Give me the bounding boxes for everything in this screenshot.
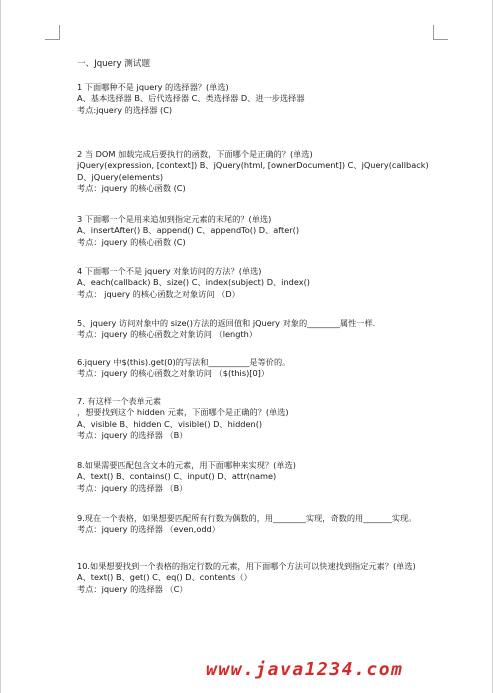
question-7 [77, 396, 437, 442]
question-text: 4 下面哪一个不是 jquery 对象访问的方法？(单选) [77, 266, 262, 276]
question-text: 7. 有这样一个表单元素 [77, 396, 162, 406]
question-3 [77, 214, 437, 248]
question-text: 6.jquery 中$(this).get(0)的写法和__________是等价的。 [77, 357, 291, 367]
question-options: A、基本选择器 B、后代选择器 C、类选择器 D、进一步选择器 [77, 93, 305, 104]
question-1 [77, 82, 437, 116]
question-answer: 考点：jquery 的选择器 （C） [77, 583, 188, 594]
question-text: 2 当 DOM 加载完成后要执行的函数，下面哪个是正确的？(单选) [77, 149, 313, 159]
question-answer: 考点：jquery 的选择器 （B） [77, 430, 188, 441]
question-text: 1 下面哪种不是 jquery 的选择器？(单选) [77, 82, 229, 92]
question-text: 8.如果需要匹配包含文本的元素，用下面哪种来实现？(单选) [77, 460, 296, 470]
question-9 [77, 513, 437, 536]
document-title: 一、Jquery 测试题 [77, 59, 151, 69]
question-options: A、visible B、hidden C、visible() D、hidden() [77, 418, 263, 429]
question-options: A、insertAfter() B、append() C、appendTo() D、after() [77, 225, 300, 236]
question-text: 3 下面哪一个是用来追加到指定元素的末尾的？(单选) [77, 214, 272, 224]
question-4 [77, 266, 437, 300]
question-answer: 考点：jquery 的核心函数 (C) [77, 236, 186, 247]
question-text: 5、jquery 访问对象中的 size()方法的返回值和 jQuery 对象的________属性一样. [77, 318, 376, 328]
question-answer: 考点:jquery 的选择器 (C) [77, 104, 173, 115]
question-answer: 考点： jquery 的核心函数之对象访问 （D） [77, 288, 240, 299]
page-corner-mark-top-left [45, 25, 60, 40]
question-answer: 考点：jquery 的核心函数 (C) [77, 183, 186, 194]
question-10 [77, 561, 437, 595]
question-text-continued: ，想要找到这个 hidden 元素，下面哪个是正确的？(单选) [77, 407, 289, 418]
question-options: jQuery(expression, [context]) B、jQuery(html, [ownerDocument]) C、jQuery(callback) D、jQuery(elements) [77, 160, 429, 182]
question-answer: 考点：jquery 的选择器 （B） [77, 482, 188, 493]
question-options: A、text() B、contains() C、input() D、attr(name) [77, 471, 277, 482]
question-answer: 考点：jquery 的核心函数之对象访问 （length） [77, 329, 258, 340]
question-6 [77, 357, 437, 380]
question-text: 10.如果想要找到一个表格的指定行数的元素，用下面哪个方法可以快速找到指定元素？(单选) [77, 561, 416, 571]
question-answer: 考点：jquery 的选择器 （even,odd） [77, 524, 220, 535]
site-watermark: www.java1234.com [206, 659, 404, 680]
question-text: 9.现在一个表格，如果想要匹配所有行数为偶数的，用________实现，奇数的用_______实现。 [77, 513, 417, 523]
question-options: A、text() B、get() C、eq() D、contents（） [77, 572, 252, 583]
question-8 [77, 460, 437, 494]
question-5 [77, 318, 437, 341]
question-2 [77, 149, 437, 195]
question-answer: 考点：jquery 的核心函数之对象访问 （$(this)[0]） [77, 368, 270, 379]
page-corner-mark-top-right [433, 25, 448, 40]
question-options: A、each(callback) B、size() C、index(subject) D、index() [77, 277, 310, 288]
